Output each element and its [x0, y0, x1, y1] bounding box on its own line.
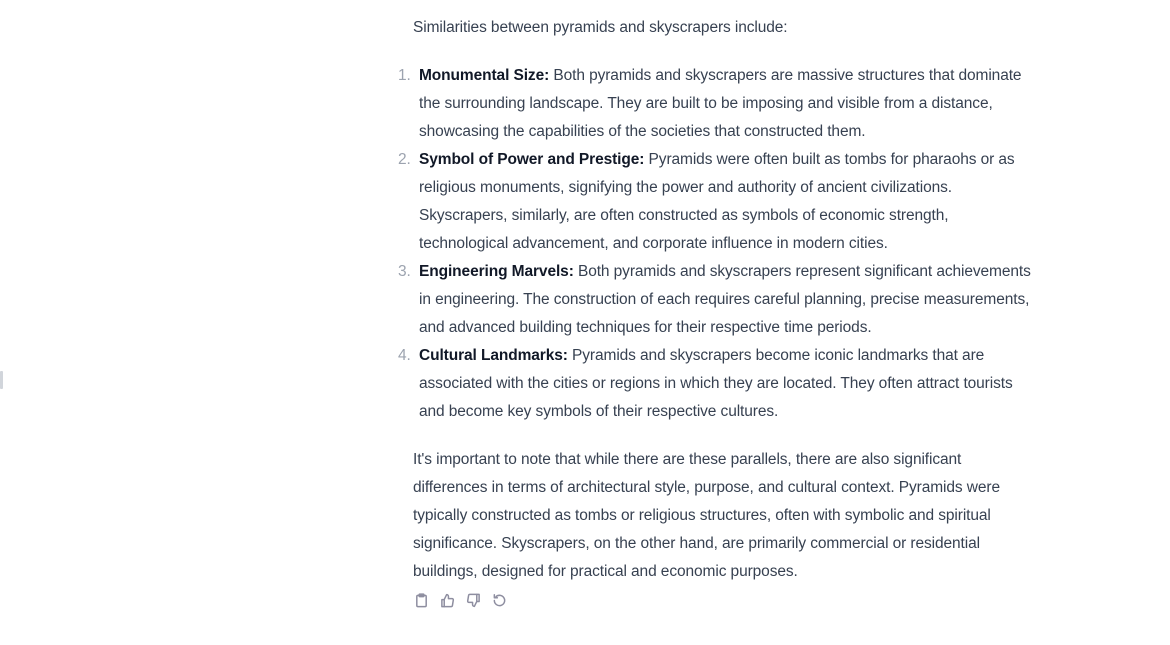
list-item-number: 3. [398, 263, 411, 280]
assistant-message [398, 14, 1033, 610]
list-item-number: 4. [398, 347, 411, 364]
message-actions [413, 590, 1033, 610]
list-item [398, 62, 1033, 146]
list-item-number: 1. [398, 67, 411, 84]
clipboard-icon [414, 593, 429, 608]
list-item-term: Engineering Marvels: [419, 263, 574, 280]
list-item-text: Pyramids were often built as tombs for pharaohs or as religious monuments, signifying the power and authority of ancient civilizations. Skyscrapers, similarly, are often constructed as symbols of economic strength, technological advancement, and corporate influence in modern cities. [419, 151, 1015, 252]
list-item-term: Monumental Size: [419, 67, 550, 84]
list-item [398, 146, 1033, 258]
list-item [398, 258, 1033, 342]
regenerate-icon [492, 593, 507, 608]
thumbs-down-button[interactable] [465, 592, 482, 609]
sidebar-resize-handle[interactable] [0, 371, 3, 389]
thumbs-down-icon [466, 593, 481, 608]
list-item-text: Pyramids and skyscrapers become iconic landmarks that are associated with the cities or regions in which they are located. They often attract tourists and become key symbols of their respective cultures. [419, 347, 1013, 420]
list-item-text: Both pyramids and skyscrapers represent significant achievements in engineering. The construction of each requires careful planning, precise measurements, and advanced building techniques for their respective time periods. [419, 263, 1031, 336]
list-item-number: 2. [398, 151, 411, 168]
message-conclusion: It's important to note that while there are these parallels, there are also significant differences in terms of architectural style, purpose, and cultural context. Pyramids were typically constructed as tombs or religious structures, often with symbolic and spiritual significance. Skyscrapers, on the other hand, are primarily commercial or residential buildings, designed for practical and economic purposes. [413, 451, 1000, 580]
list-item-term: Cultural Landmarks: [419, 347, 568, 364]
copy-button[interactable] [413, 592, 430, 609]
list-item-term: Symbol of Power and Prestige: [419, 151, 645, 168]
message-intro: Similarities between pyramids and skyscrapers include: [413, 19, 788, 36]
thumbs-up-icon [440, 593, 455, 608]
list-item-text: Both pyramids and skyscrapers are massive structures that dominate the surrounding landscape. They are built to be imposing and visible from a distance, showcasing the capabilities of the societies that constructed them. [419, 67, 1022, 140]
regenerate-button[interactable] [491, 592, 508, 609]
list-item [398, 342, 1033, 426]
thumbs-up-button[interactable] [439, 592, 456, 609]
similarities-list [398, 62, 1033, 426]
